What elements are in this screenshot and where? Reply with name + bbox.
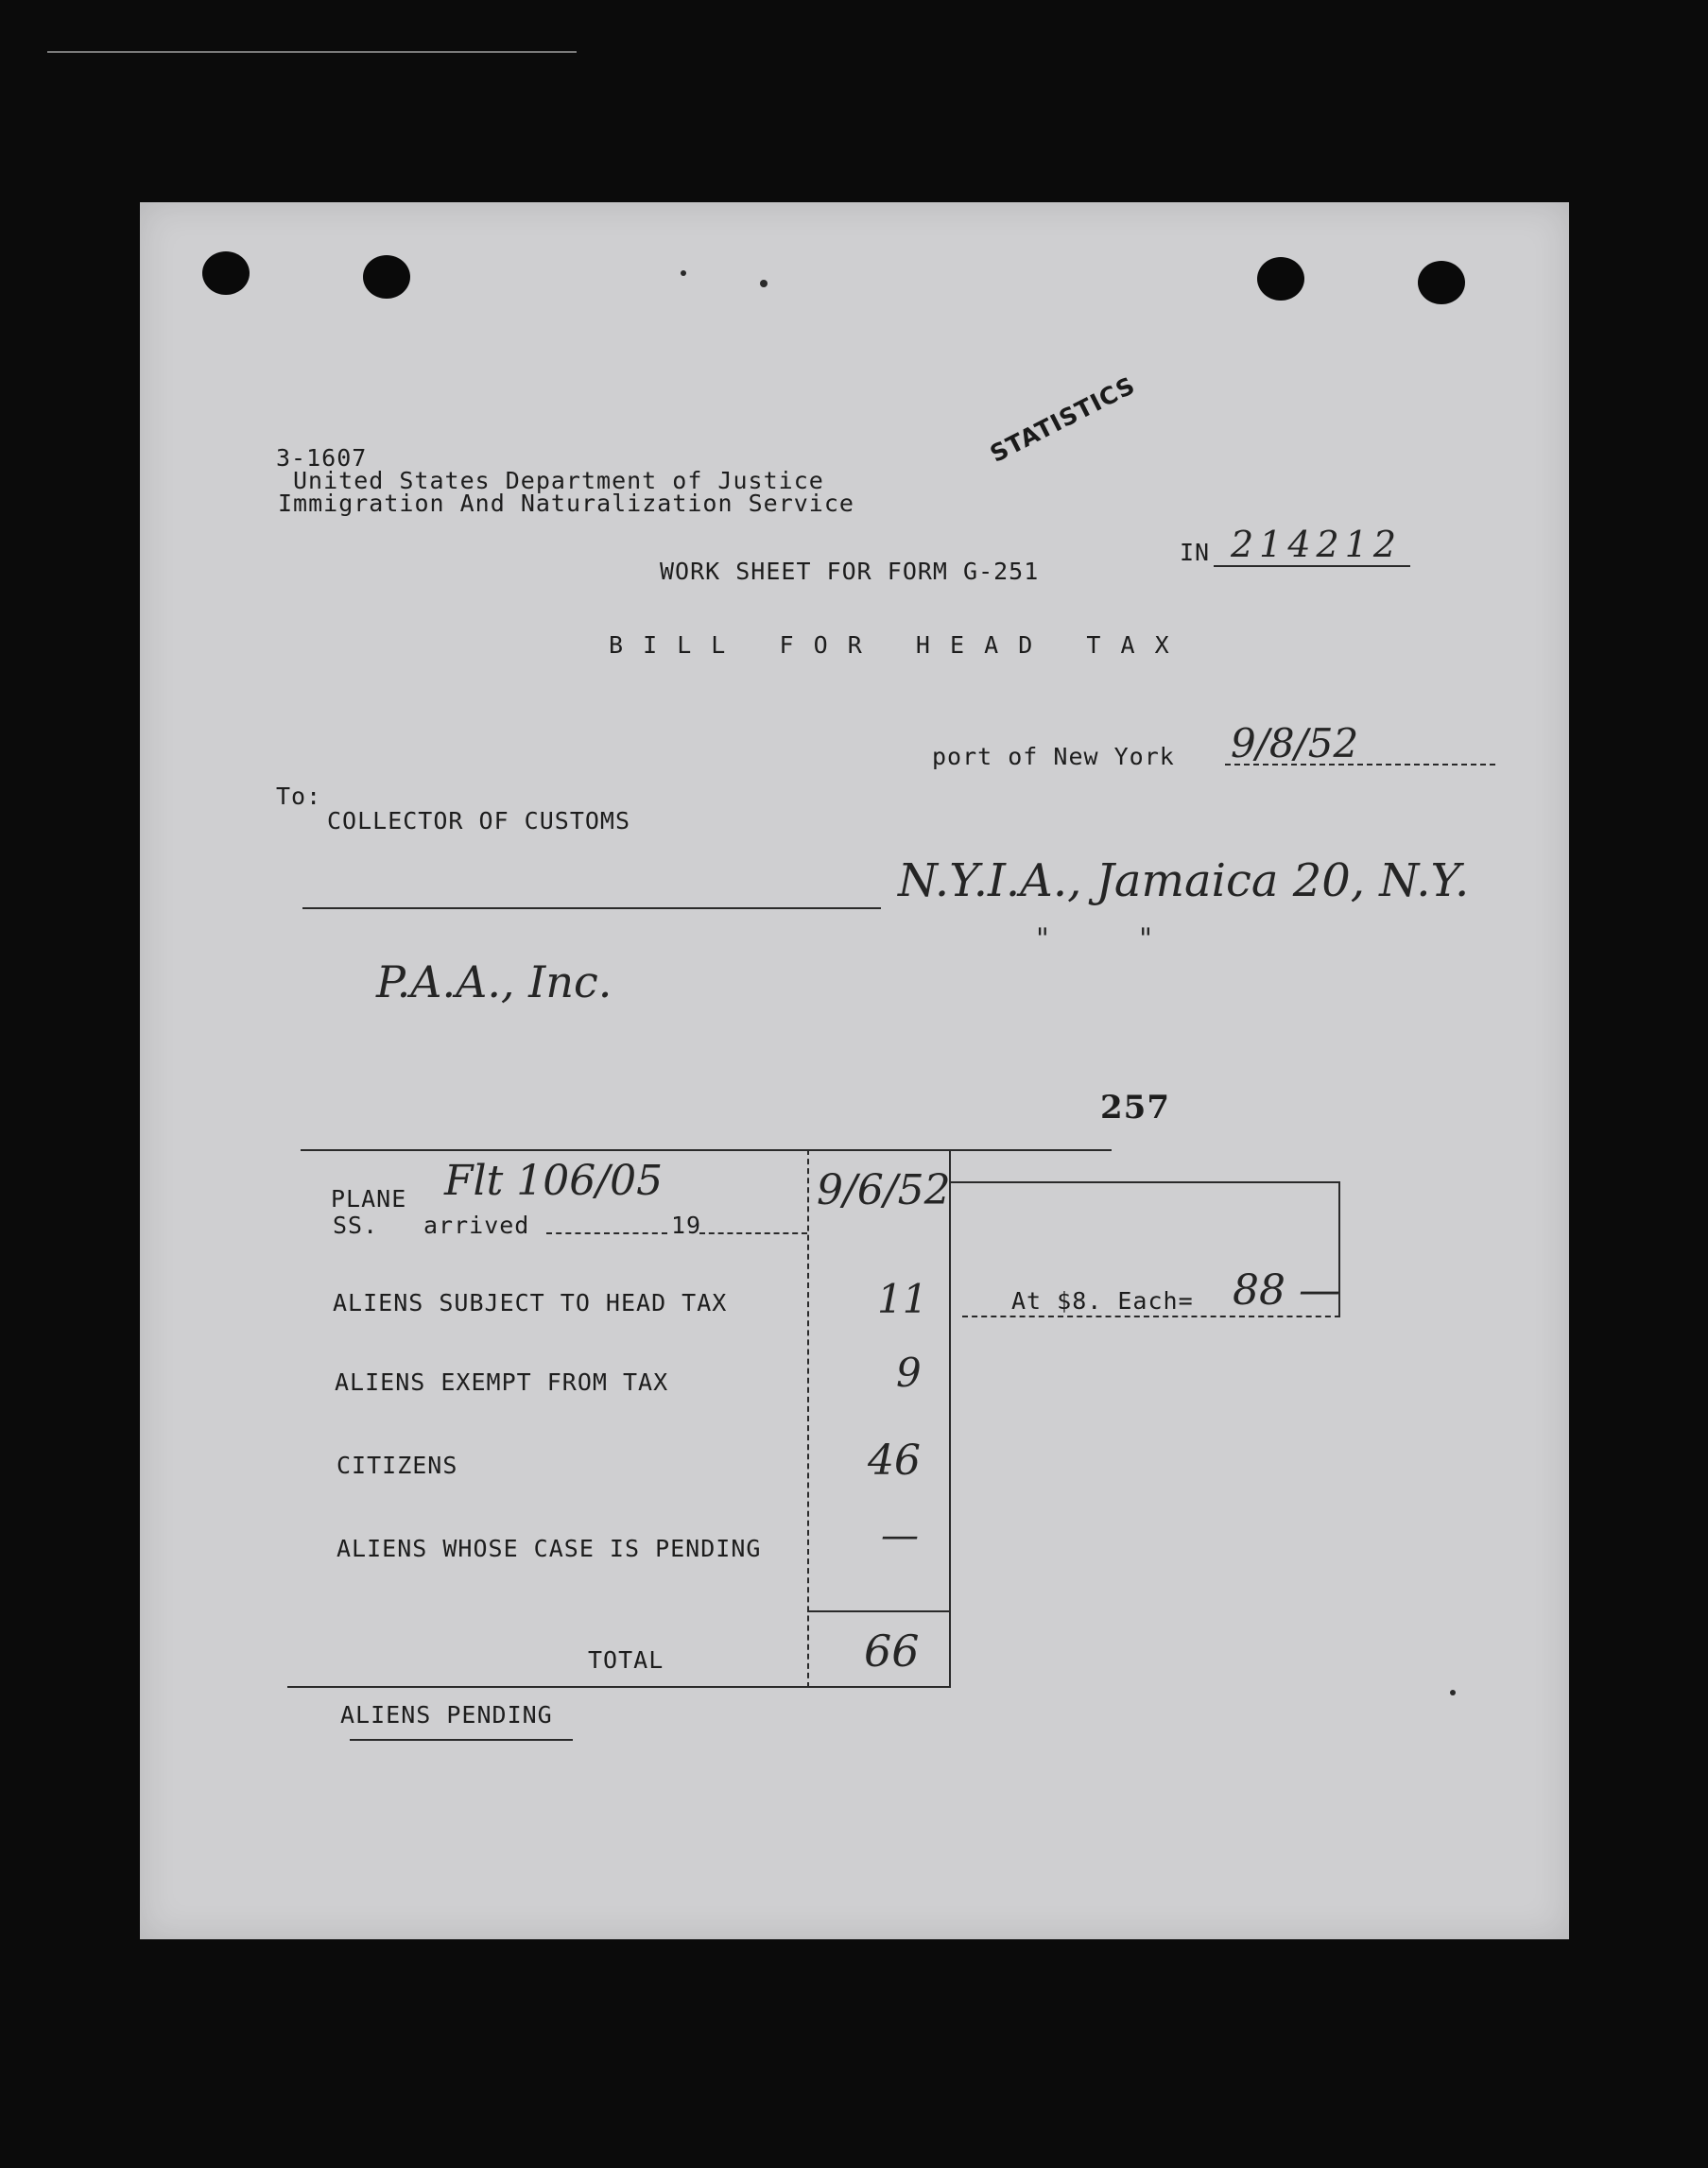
bill-title: B I L L F O R H E A D T A X [609,631,1172,659]
port-label: port of New York [932,743,1175,770]
row-value: 11 [877,1276,928,1322]
in-number: 214212 [1231,524,1403,565]
address-line [302,907,881,909]
punch-hole [1257,257,1304,301]
to-value: COLLECTOR OF CUSTOMS [327,807,631,835]
to-label: To: [276,783,322,810]
table-top-rule [301,1149,1112,1151]
total-value: 66 [864,1626,920,1677]
in-label: IN [1180,539,1211,566]
year-line [699,1232,807,1234]
year-prefix: 19 [671,1212,702,1239]
ss-label: SS. [333,1212,379,1239]
row-label: ALIENS WHOSE CASE IS PENDING [336,1535,762,1562]
rate-label: At $8. Each= [1011,1287,1194,1315]
ditto-marks: " " [1036,922,1152,955]
arrival-date: 9/6/52 [817,1166,951,1214]
total-label: TOTAL [588,1646,664,1674]
table-bottom-rule [287,1686,951,1688]
aliens-pending-label: ALIENS PENDING [340,1701,553,1729]
statistics-stamp: STATISTICS [985,370,1140,468]
total-top-rule [807,1610,951,1612]
port-date: 9/8/52 [1231,720,1359,766]
row-label: ALIENS SUBJECT TO HEAD TAX [333,1289,728,1316]
company-handwritten: P.A.A., Inc. [376,956,612,1007]
table-right-border [949,1149,951,1688]
port-date-line [1225,764,1495,766]
agency-line-2: Immigration And Naturalization Service [278,490,854,517]
plane-label: PLANE [331,1185,407,1213]
speck [760,280,768,287]
speck [1450,1690,1456,1695]
sheet-number: 257 [1100,1089,1170,1127]
in-underline [1214,565,1410,567]
row-value: 46 [868,1437,921,1485]
row-value: — [881,1514,919,1557]
form-sheet [140,202,1569,1939]
table-col-divider [807,1149,809,1688]
rate-amount: 88 — [1233,1266,1340,1315]
row-label: CITIZENS [336,1452,458,1479]
form-number: 3-1607 [276,444,368,472]
speck [681,270,686,276]
address-handwritten: N.Y.I.A., Jamaica 20, N.Y. [898,854,1470,907]
aliens-pending-underline [350,1739,573,1741]
arrived-line [546,1232,667,1234]
punch-hole [202,251,250,295]
rate-box-bottom [962,1316,1340,1317]
punch-hole [363,255,410,299]
film-edge-line [47,51,577,53]
row-value: 9 [896,1350,922,1396]
flight-handwritten: Flt 106/05 [444,1157,664,1205]
work-sheet-title: WORK SHEET FOR FORM G-251 [660,558,1040,585]
row-label: ALIENS EXEMPT FROM TAX [335,1368,669,1396]
arrived-label: arrived [423,1212,530,1239]
punch-hole [1418,261,1465,304]
rate-box-top [951,1181,1340,1183]
agency-line-1: United States Department of Justice [293,467,824,494]
